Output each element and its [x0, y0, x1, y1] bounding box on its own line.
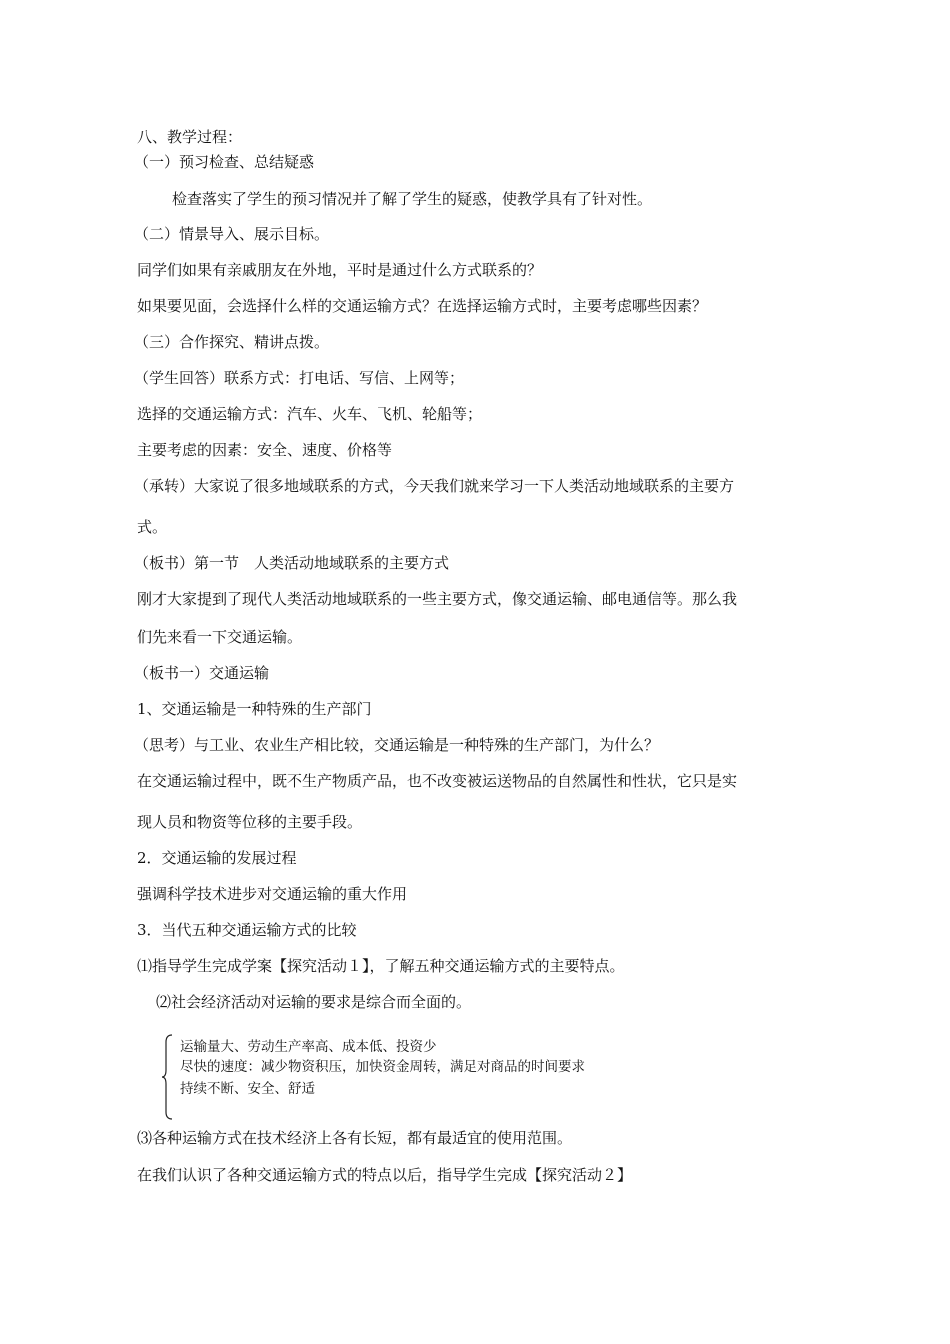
subheading-3: （三）合作探究、精讲点拨。 — [134, 333, 330, 351]
paragraph: 同学们如果有亲戚朋友在外地，平时是通过什么方式联系的？ — [137, 261, 543, 279]
paragraph: （学生回答）联系方式：打电话、写信、上网等； — [134, 369, 465, 387]
paragraph: 选择的交通运输方式：汽车、火车、飞机、轮船等； — [137, 405, 483, 423]
list-item: 1、交通运输是一种特殊的生产部门 — [137, 700, 372, 718]
paragraph: （思考）与工业、农业生产相比较，交通运输是一种特殊的生产部门，为什么？ — [134, 736, 660, 754]
section-heading: 八、教学过程： — [137, 128, 243, 146]
left-brace-icon — [162, 1034, 176, 1120]
board-note: （板书）第一节 人类活动地域联系的主要方式 — [134, 554, 450, 572]
requirement-item: 持续不断、安全、舒适 — [180, 1081, 315, 1097]
paragraph: 刚才大家提到了现代人类活动地域联系的一些主要方式，像交通运输、邮电通信等。那么我 — [137, 590, 738, 608]
paragraph: 们先来看一下交通运输。 — [137, 628, 303, 646]
paragraph: 式。 — [137, 518, 168, 536]
paragraph: ⑵社会经济活动对运输的要求是综合而全面的。 — [156, 993, 472, 1011]
requirements-bracket-list — [162, 1034, 682, 1120]
board-note: （板书一）交通运输 — [134, 664, 270, 682]
paragraph: （承转）大家说了很多地域联系的方式，今天我们就来学习一下人类活动地域联系的主要方 — [134, 477, 735, 495]
paragraph: 在我们认识了各种交通运输方式的特点以后，指导学生完成【探究活动２】 — [137, 1166, 633, 1184]
subheading-2: （二）情景导入、展示目标。 — [134, 225, 330, 243]
paragraph: 现人员和物资等位移的主要手段。 — [137, 813, 363, 831]
requirement-item: 尽快的速度：减少物资积压，加快资金周转，满足对商品的时间要求 — [180, 1059, 585, 1075]
paragraph: 检查落实了学生的预习情况并了解了学生的疑惑，使教学具有了针对性。 — [172, 190, 653, 208]
paragraph: 强调科学技术进步对交通运输的重大作用 — [137, 885, 408, 903]
requirement-item: 运输量大、劳动生产率高、成本低、投资少 — [180, 1039, 437, 1055]
paragraph: 在交通运输过程中，既不生产物质产品，也不改变被运送物品的自然属性和性状，它只是实 — [137, 772, 738, 790]
paragraph: 如果要见面，会选择什么样的交通运输方式？在选择运输方式时，主要考虑哪些因素？ — [137, 297, 708, 315]
list-item: 2．交通运输的发展过程 — [137, 849, 297, 867]
paragraph: ⑴指导学生完成学案【探究活动１】，了解五种交通运输方式的主要特点。 — [137, 957, 625, 975]
list-item: 3．当代五种交通运输方式的比较 — [137, 921, 357, 939]
paragraph: ⑶各种运输方式在技术经济上各有长短，都有最适宜的使用范围。 — [137, 1129, 573, 1147]
subheading-1: （一）预习检查、总结疑惑 — [134, 153, 315, 171]
paragraph: 主要考虑的因素：安全、速度、价格等 — [137, 441, 393, 459]
